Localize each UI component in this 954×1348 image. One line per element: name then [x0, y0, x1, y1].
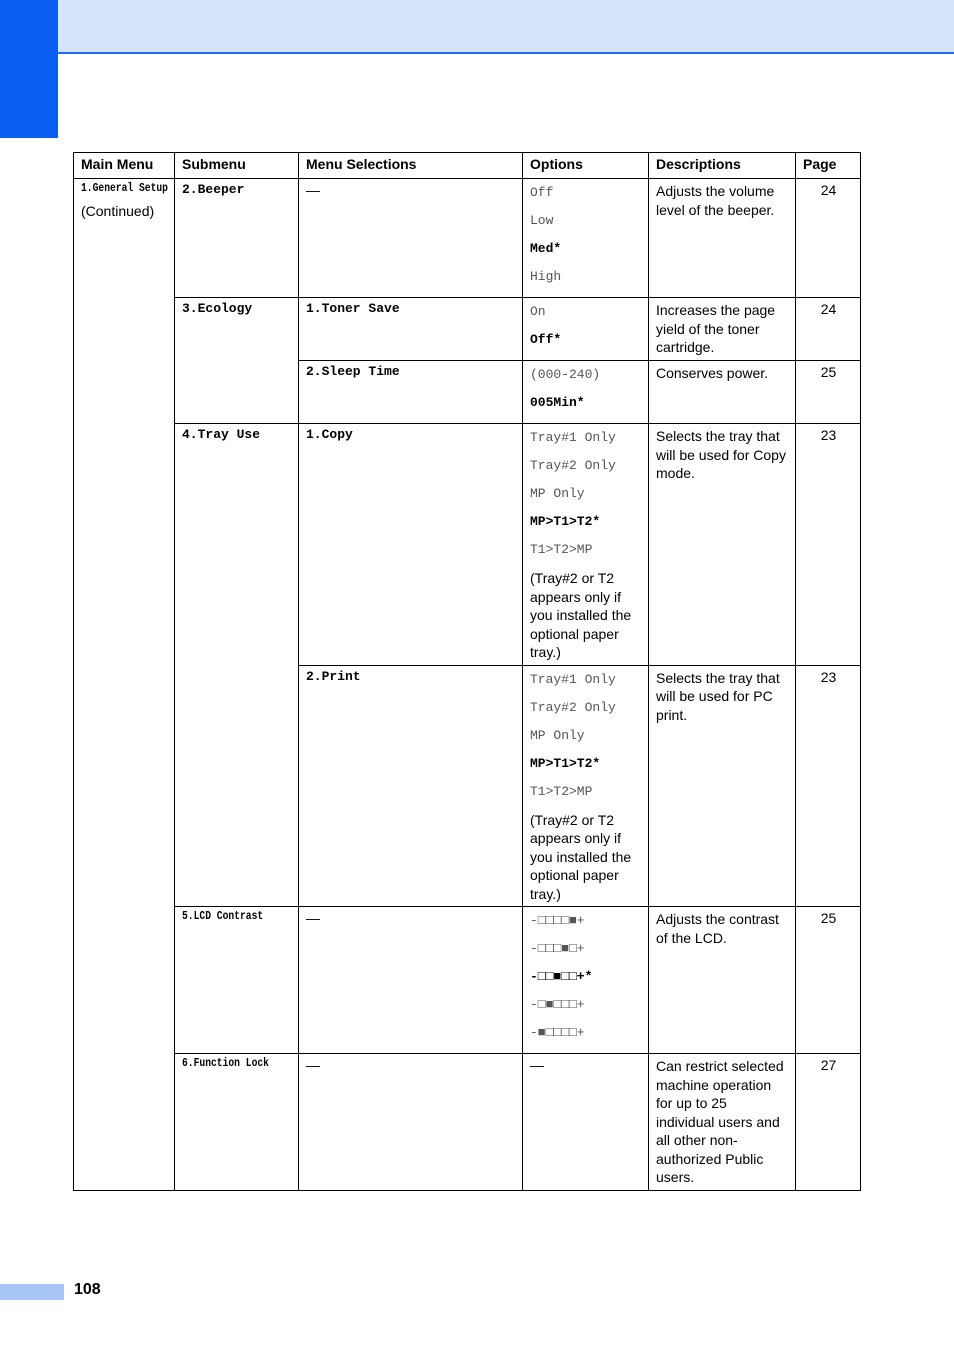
selection-beeper: — [299, 179, 523, 298]
option-item-default: Off* [530, 332, 562, 347]
options-toner-save [523, 298, 649, 361]
page-number: 108 [74, 1281, 101, 1298]
table-row [74, 907, 861, 1054]
submenu-function-lock-label: 6.Function Lock [182, 1057, 269, 1070]
description-beeper: Adjusts the volume level of the beeper. [649, 179, 796, 298]
option-item: MP Only [530, 486, 585, 501]
selection-toner-save: 1.Toner Save [299, 298, 523, 361]
submenu-beeper: 2.Beeper [175, 179, 299, 298]
option-item: -□□□■□+ [530, 941, 585, 956]
selection-print: 2.Print [299, 665, 523, 907]
chapter-tab [0, 0, 58, 138]
description-copy: Selects the tray that will be used for Copy mode. [649, 424, 796, 666]
option-item: MP Only [530, 727, 585, 743]
options-print [523, 665, 649, 907]
continued-label: (Continued) [81, 203, 155, 219]
options-lcd-contrast [523, 907, 649, 1054]
submenu-lcd-contrast [175, 907, 299, 1054]
page-sleep-time: 25 [796, 361, 861, 424]
options-beeper [523, 179, 649, 298]
page-copy: 23 [796, 424, 861, 666]
option-item: On [530, 304, 546, 319]
table-row [74, 298, 861, 361]
table-header-row [74, 153, 861, 179]
header-descriptions: Descriptions [649, 153, 796, 179]
description-lcd-contrast: Adjusts the contrast of the LCD. [649, 907, 796, 1054]
option-item-default: Med* [530, 241, 562, 256]
header-main-menu: Main Menu [74, 153, 175, 179]
option-item: High [530, 269, 562, 284]
submenu-lcd-contrast-label: 5.LCD Contrast [182, 910, 264, 923]
submenu-tray-use: 4.Tray Use [175, 424, 299, 907]
option-item: Tray#1 Only [530, 430, 616, 445]
header-submenu: Submenu [175, 153, 299, 179]
page-beeper: 24 [796, 179, 861, 298]
option-item: -□□□□■+ [530, 913, 585, 928]
header-band [58, 0, 954, 54]
menu-table [73, 152, 861, 1191]
submenu-ecology: 3.Ecology [175, 298, 299, 424]
option-item-default: 005Min* [530, 395, 585, 410]
main-menu-label: 1.General Setup [81, 182, 168, 195]
page-function-lock: 27 [796, 1054, 861, 1191]
option-item: Tray#2 Only [530, 699, 616, 715]
selection-sleep-time: 2.Sleep Time [299, 361, 523, 424]
option-note: (Tray#2 or T2 appears only if you installed the optional paper tray.) [530, 570, 632, 660]
header-page: Page [796, 153, 861, 179]
option-item: T1>T2>MP [530, 542, 593, 557]
option-item: -□■□□□+ [530, 997, 585, 1012]
table-row [74, 1054, 861, 1191]
option-item: Low [530, 213, 554, 228]
main-menu-cell [74, 179, 175, 1191]
header-menu-selections: Menu Selections [299, 153, 523, 179]
options-sleep-time [523, 361, 649, 424]
option-item-default: MP>T1>T2* [530, 755, 601, 771]
option-item: Tray#1 Only [530, 671, 616, 687]
options-copy [523, 424, 649, 666]
page-toner-save: 24 [796, 298, 861, 361]
page-print: 23 [796, 665, 861, 907]
selection-lcd-contrast: — [299, 907, 523, 1054]
selection-copy: 1.Copy [299, 424, 523, 666]
table-row [74, 424, 861, 666]
option-item: T1>T2>MP [530, 783, 593, 799]
page-lcd-contrast: 25 [796, 907, 861, 1054]
description-function-lock: Can restrict selected machine operation for up to 25 individual users and all other non-authorized Public users. [649, 1054, 796, 1191]
option-item: Tray#2 Only [530, 458, 616, 473]
option-item-default: -□□■□□+* [530, 969, 593, 984]
selection-function-lock: — [299, 1054, 523, 1191]
option-note: (Tray#2 or T2 appears only if you installed the optional paper tray.) [530, 811, 632, 902]
footer-band [0, 1284, 64, 1300]
option-item-default: MP>T1>T2* [530, 514, 601, 529]
description-sleep-time: Conserves power. [649, 361, 796, 424]
option-item: (000-240) [530, 367, 601, 382]
option-item: Off [530, 185, 554, 200]
table-row [74, 179, 861, 298]
description-print: Selects the tray that will be used for PC print. [649, 665, 796, 907]
header-options: Options [523, 153, 649, 179]
option-item: -■□□□□+ [530, 1025, 585, 1040]
description-toner-save: Increases the page yield of the toner cartridge. [649, 298, 796, 361]
submenu-function-lock [175, 1054, 299, 1191]
option-function-lock: — [523, 1054, 649, 1191]
